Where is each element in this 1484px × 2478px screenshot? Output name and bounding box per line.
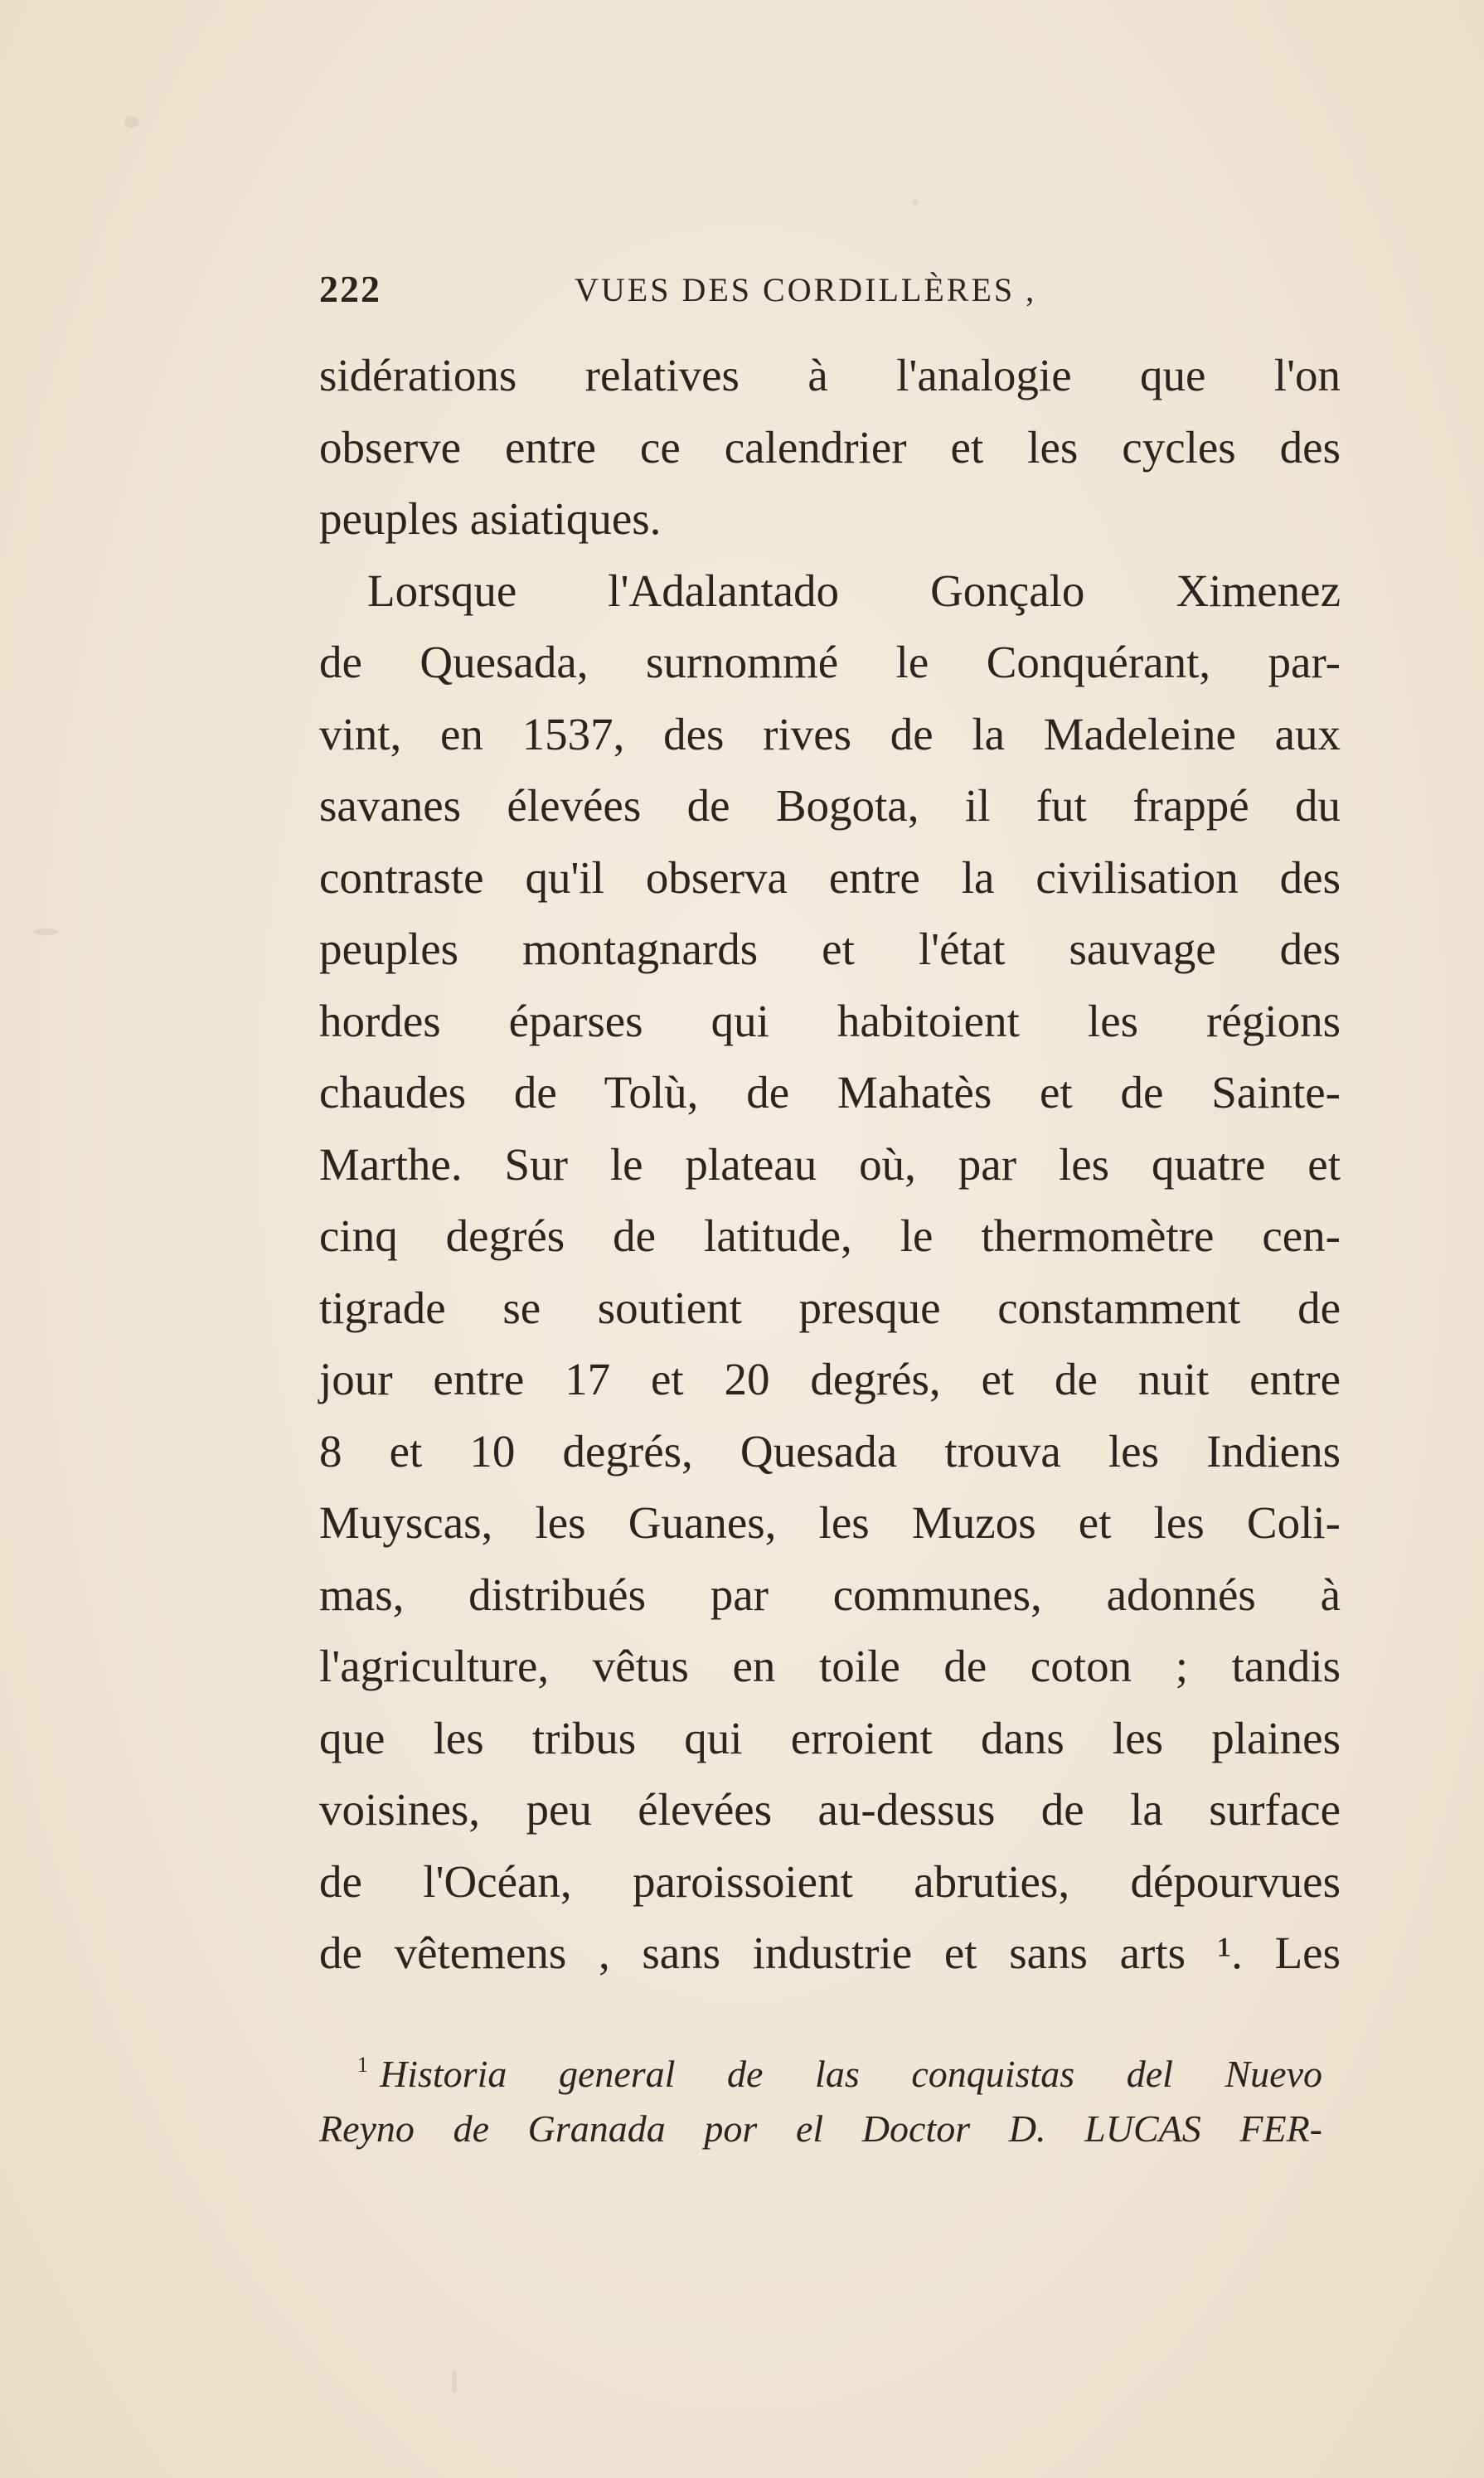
footnote-marker: 1 (357, 2053, 368, 2077)
text-line: peuples asiatiques. (319, 493, 662, 544)
paper-stain (33, 929, 58, 935)
footnote-text: Historia general de las conquistas del Nuevo (380, 2053, 1322, 2095)
footnote (319, 2033, 1322, 2160)
paper-stain (912, 199, 919, 206)
text-line: de Quesada, surnommé le Conquérant, par- (319, 637, 1341, 687)
text-line: savanes élevées de Bogota, il fut frappé du (319, 780, 1341, 831)
footnote-line: Reyno de Granada por el Doctor D. LUCAS FER- (319, 2107, 1322, 2150)
text-line: Muyscas, les Guanes, les Muzos et les Coli- (319, 1497, 1341, 1548)
text-line: l'agriculture, vêtus en toile de coton ; tandis (319, 1641, 1341, 1691)
text-line: sidérations relatives à l'analogie que l'on (319, 350, 1341, 400)
footnote-line (319, 2033, 1322, 2097)
text-line: mas, distribués par communes, adonnés à (319, 1569, 1341, 1620)
main-text (319, 340, 1341, 1990)
page-header (319, 267, 1364, 317)
text-line: Marthe. Sur le plateau où, par les quatre et (319, 1138, 1341, 1190)
text-line: cinq degrés de latitude, le thermomètre cen- (319, 1210, 1341, 1261)
text-line: jour entre 17 et 20 degrés, et de nuit entre (319, 1354, 1341, 1404)
text-line: peuples montagnards et l'état sauvage des (319, 924, 1341, 974)
paper-stain (452, 2371, 457, 2393)
text-line: 8 et 10 degrés, Quesada trouva les Indiens (319, 1425, 1341, 1477)
text-line: que les tribus qui erroient dans les plaines (319, 1712, 1341, 1763)
text-line: de l'Océan, paroissoient abruties, dépourvues (319, 1855, 1341, 1907)
text-line: hordes éparses qui habitoient les régions (319, 995, 1341, 1046)
text-line: vint, en 1537, des rives de la Madeleine aux (319, 708, 1341, 759)
text-line: contraste qu'il observa entre la civilisation des (319, 851, 1341, 903)
paper-stain (124, 116, 139, 128)
text-line: chaudes de Tolù, de Mahatès et de Sainte- (319, 1067, 1341, 1118)
text-line: voisines, peu élevées au-dessus de la surface (319, 1784, 1341, 1835)
text-line: de vêtemens , sans industrie et sans arts ¹. Les (319, 1928, 1341, 1978)
page-number: 222 (319, 268, 381, 310)
text-line: observe entre ce calendrier et les cycles des (319, 421, 1341, 473)
text-line: Lorsque l'Adalantado Gonçalo Ximenez (367, 565, 1341, 616)
running-head: VUES DES CORDILLÈRES , (575, 271, 1037, 308)
text-line: tigrade se soutient presque constamment de (319, 1282, 1341, 1333)
